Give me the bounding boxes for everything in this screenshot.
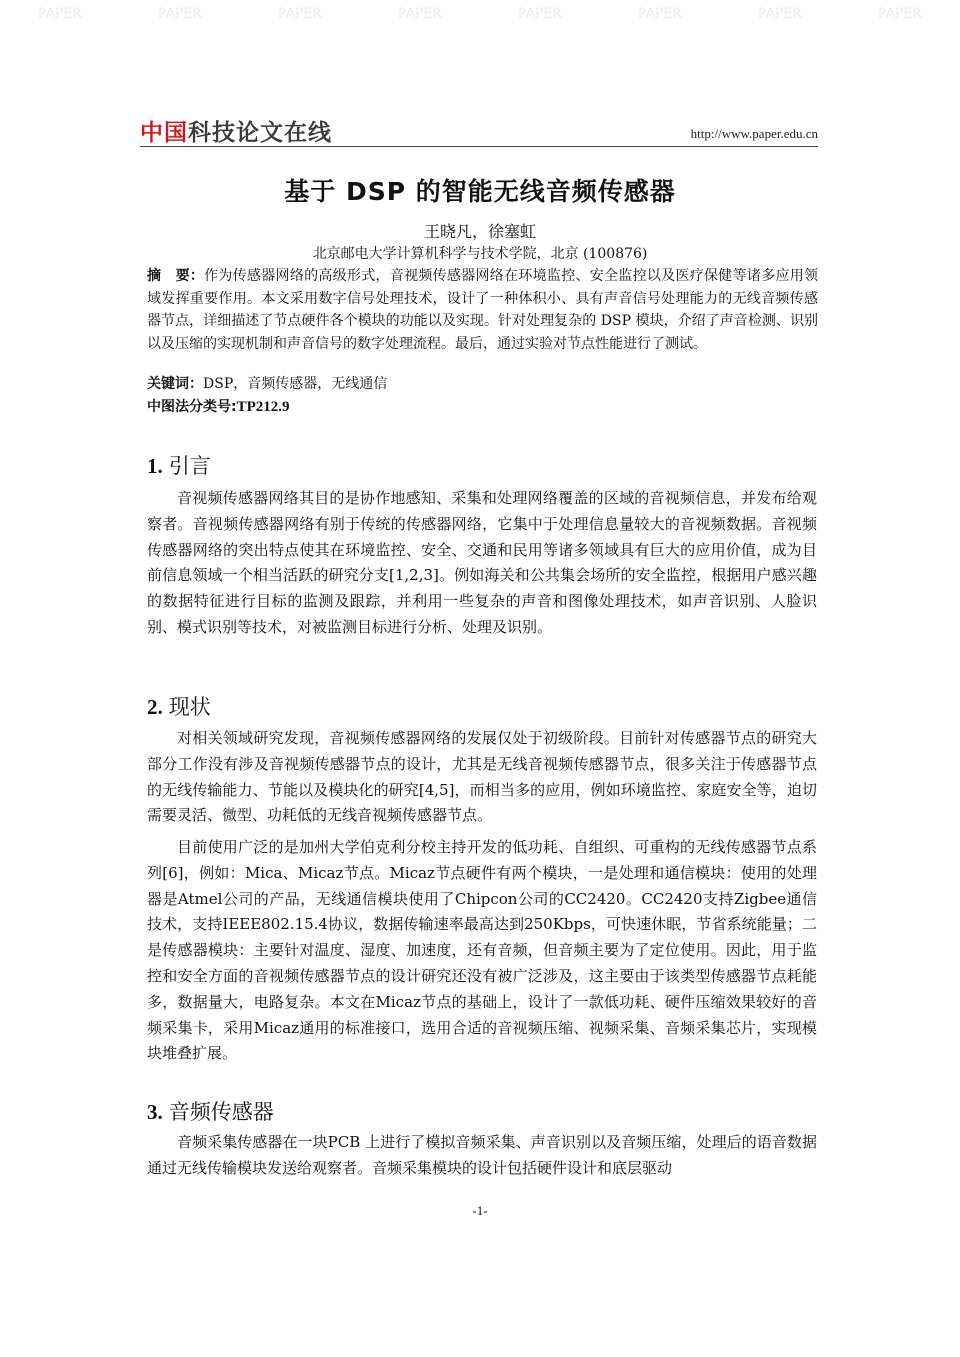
section-heading [147,1096,274,1126]
keywords-text: DSP，音频传感器，无线通信 [203,376,388,392]
watermark-text: PAPER [277,6,323,22]
paper-title: 基于 DSP 的智能无线音频传感器 [284,177,676,206]
abstract-text: 作为传感器网络的高级形式，音视频传感器网络在环境监控、安全监控以及医疗保健等诸多应用领域发挥重要作用。本文采用数字信号处理技术，设计了一种体积小、具有声音信号处理能力的无线音频传感器节点，详细描述了节点硬件各个模块的功能以及实现。针对处理复杂的 DSP 模块，介绍了声音检测、识别以及压缩的实现机制和声音信号的数字处理流程。最后，通过实验对节点性能进行了测试。 [147,268,819,352]
classification-label: 中图法分类号: [147,399,237,415]
watermark-text: PAPER [877,6,923,22]
section-title: 引言 [168,454,211,478]
page-number: -1- [472,1203,488,1218]
body-paragraph: 音视频传感器网络其目的是协作地感知、采集和处理网络覆盖的区域的音视频信息，并发布给观察者。音视频传感器网络有别于传统的传感器网络，它集中于处理信息量较大的音视频数据。音视频传感器网络的突出特点使其在环境监控、安全、交通和民用等诸多领域具有巨大的应用价值，成为目前信息领域一个相当活跃的研究分支[1,2,3]。例如海关和公共集会场所的安全监控，根据用户感兴趣的数据特征进行目标的监测及跟踪，并利用一些复杂的声音和图像处理技术，如声音识别、人脸识别、模式识别等技术，对被监测目标进行分析、处理及识别。 [147,489,817,636]
site-url: http://www.paper.edu.cn [690,126,818,141]
section-heading [147,450,211,480]
site-logo [140,114,332,147]
watermark-text: PAPER [397,6,443,22]
keywords [147,373,818,395]
section-title: 现状 [168,695,211,719]
page-header [140,112,818,147]
paper-authors: 王晓凡，徐塞虹 [423,222,536,241]
watermark-text: PAPER [157,6,203,22]
watermark-strip [0,0,960,28]
classification-text: TP212.9 [236,399,290,415]
body-paragraph: 对相关领域研究发现，音视频传感器网络的发展仅处于初级阶段。目前针对传感器节点的研究大部分工作没有涉及音视频传感器节点的设计，尤其是无线音视频传感器节点，很多关注于传感器节点的无线传输能力、节能以及模块化的研究[4,5]，而相当多的应用，例如环境监控、家庭安全等，迫切需要灵活、微型、功耗低的无线音视频传感器节点。 [147,729,817,825]
section-number: 1. [147,454,163,478]
abstract-label: 摘 要： [147,268,205,284]
watermark-text: PAPER [37,6,83,22]
section-number: 3. [147,1100,163,1124]
keywords-label: 关键词： [147,376,203,392]
logo-red-text: 中国 [140,120,188,146]
body-paragraph: 音频采集传感器在一块PCB 上进行了模拟音频采集、声音识别以及音频压缩，处理后的语音数据通过无线传输模块发送给观察者。音频采集模块的设计包括硬件设计和底层驱动 [147,1133,817,1177]
body-paragraph: 目前使用广泛的是加州大学伯克利分校主持开发的低功耗、自组织、可重构的无线传感器节点系列[6]，例如：Mica、Micaz节点。Micaz节点硬件有两个模块，一是处理和通信模块：使用的处理器是Atmel公司的产品，无线通信模块使用了Chipcon公司的CC2420。CC2420支持Zigbee通信技术，支持IEEE802.15.4协议，数据传输速率最高达到250Kbps，可快速休眠，节省系统能量；二是传感器模块：主要针对温度、湿度、加速度，还有音频，但音频主要为了定位使用。因此，用于监控和安全方面的音视频传感器节点的设计研究还没有被广泛涉及，这主要由于该类型传感器节点耗能多，数据量大，电路复杂。本文在Micaz节点的基础上，设计了一款低功耗、硬件压缩效果较好的音频采集卡，采用Micaz通用的标准接口，选用合适的音视频压缩、视频采集、音频采集芯片，实现模块堆叠扩展。 [147,838,817,1063]
section-heading [147,691,211,721]
abstract [147,265,818,355]
watermark-text: PAPER [517,6,563,22]
paper-affiliation: 北京邮电大学计算机科学与技术学院，北京 (100876) [312,246,648,262]
watermark-text: PAPER [757,6,803,22]
section-number: 2. [147,695,163,719]
watermark-text: PAPER [637,6,683,22]
classification [147,396,818,418]
section-title: 音频传感器 [168,1100,274,1124]
logo-dark-text: 科技论文在线 [188,120,332,146]
